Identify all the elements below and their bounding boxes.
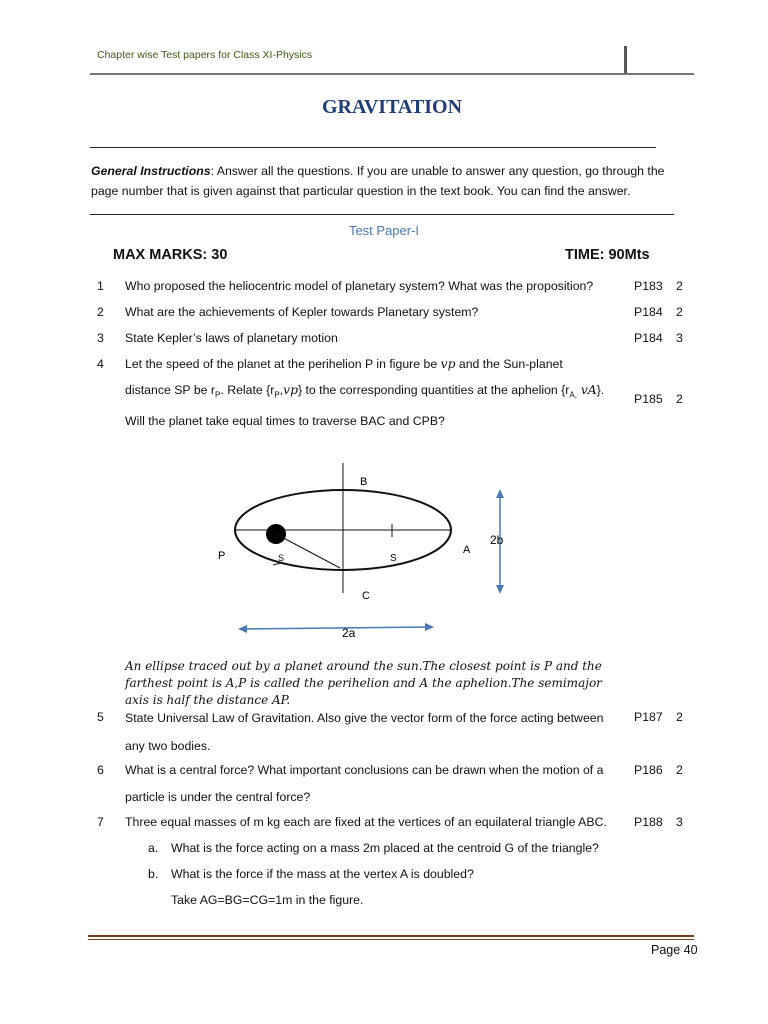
question-number: 5 [97, 710, 104, 724]
question-text: State Universal Law of Gravitation. Also give the vector form of the force acting between any two bodies. [125, 711, 604, 753]
max-marks: MAX MARKS: 30 [113, 247, 228, 263]
question-marks: 2 [676, 305, 683, 319]
question-page-ref: P184 [634, 331, 663, 345]
label-s-near: S [278, 553, 285, 563]
header-rule [90, 73, 694, 75]
header-title: Chapter wise Test papers for Class XI-Physics [97, 49, 313, 61]
question-text: State Kepler’s laws of planetary motion [125, 331, 338, 345]
question-page-ref: P183 [634, 279, 663, 293]
question-number: 1 [97, 279, 104, 293]
question-number: 2 [97, 305, 104, 319]
arrow-2b-head-down [496, 585, 504, 594]
ellipse-orbit-diagram [200, 455, 520, 645]
question-marks: 3 [676, 331, 683, 345]
arrow-2a-head-right [425, 623, 434, 631]
question-text: What is a central force? What important conclusions can be drawn when the motion of a particle is under the central force? [125, 763, 604, 804]
subpart-label: b. [148, 867, 159, 881]
question-marks: 2 [676, 279, 683, 293]
small-mark [273, 563, 281, 565]
question-marks: 2 [676, 710, 683, 724]
question-text: Who proposed the heliocentric model of planetary system? What was the proposition? [125, 279, 594, 293]
arrow-2a-line [242, 627, 430, 629]
label-b: B [360, 476, 368, 488]
label-a: A [463, 544, 471, 556]
label-c: C [362, 590, 370, 602]
general-instructions [91, 161, 691, 201]
question-text: Three equal masses of m kg each are fixed at the vertices of an equilateral triangle ABC. [125, 815, 607, 829]
footer-rule-thin [88, 939, 694, 940]
question-marks: 2 [676, 763, 683, 777]
page-number: Page 40 [651, 943, 698, 957]
question-page-ref: P186 [634, 763, 663, 777]
question-page-ref: P184 [634, 305, 663, 319]
header-divider [624, 46, 627, 74]
label-2b: 2b [490, 533, 504, 547]
test-paper-subtitle: Test Paper-I [348, 223, 420, 238]
time-allowed: TIME: 90Mts [565, 247, 650, 263]
question-text: What are the achievements of Kepler towards Planetary system? [125, 305, 479, 319]
planet-to-c-line [276, 534, 340, 568]
question-marks: 2 [676, 392, 683, 406]
subpart-text: What is the force acting on a mass 2m placed at the centroid G of the triangle? [171, 841, 599, 855]
question-number: 4 [97, 357, 104, 371]
title-underline [90, 147, 656, 148]
diagram-caption: An ellipse traced out by a planet around the sun.The closest point is P and the farthest point is A,P is called the perihelion and A the aphelion.The semimajor axis is half the distance AP. [125, 659, 602, 707]
question-number: 6 [97, 763, 104, 777]
subpart-label: a. [148, 841, 159, 855]
instructions-label: General Instructions [91, 164, 211, 178]
subpart-text: What is the force if the mass at the vertex A is doubled? [171, 867, 474, 881]
question-marks: 3 [676, 815, 683, 829]
question-number: 7 [97, 815, 104, 829]
question-page-ref: P185 [634, 392, 663, 406]
instructions-rule [90, 214, 674, 215]
label-p: P [218, 550, 226, 562]
question-page-ref: P188 [634, 815, 663, 829]
arrow-2b-head-up [496, 489, 504, 498]
question-text: Let the speed of the planet at the perihelion P in figure be vp and the Sun-planet distance SP be $r_P$. Relate $\{r_P,vp\}$ to the corresponding quantities at the aphelion {$r_{A,}$ vA}. Will the planet take equal times to traverse BAC and CPB? [125, 357, 605, 429]
arrow-2a-head-left [238, 625, 247, 633]
question-note: Take AG=BG=CG=1m in the figure. [171, 893, 364, 907]
instructions-text: : Answer all the questions. If you are unable to answer any question, go through the page number that is given against that particular question in the text book. You can find the answer. [91, 164, 665, 198]
footer-rule [88, 935, 694, 937]
question-page-ref: P187 [634, 710, 663, 724]
label-s-far: S [390, 553, 397, 564]
label-2a: 2a [342, 626, 356, 640]
question-number: 3 [97, 331, 104, 345]
page-title: GRAVITATION [321, 96, 463, 118]
